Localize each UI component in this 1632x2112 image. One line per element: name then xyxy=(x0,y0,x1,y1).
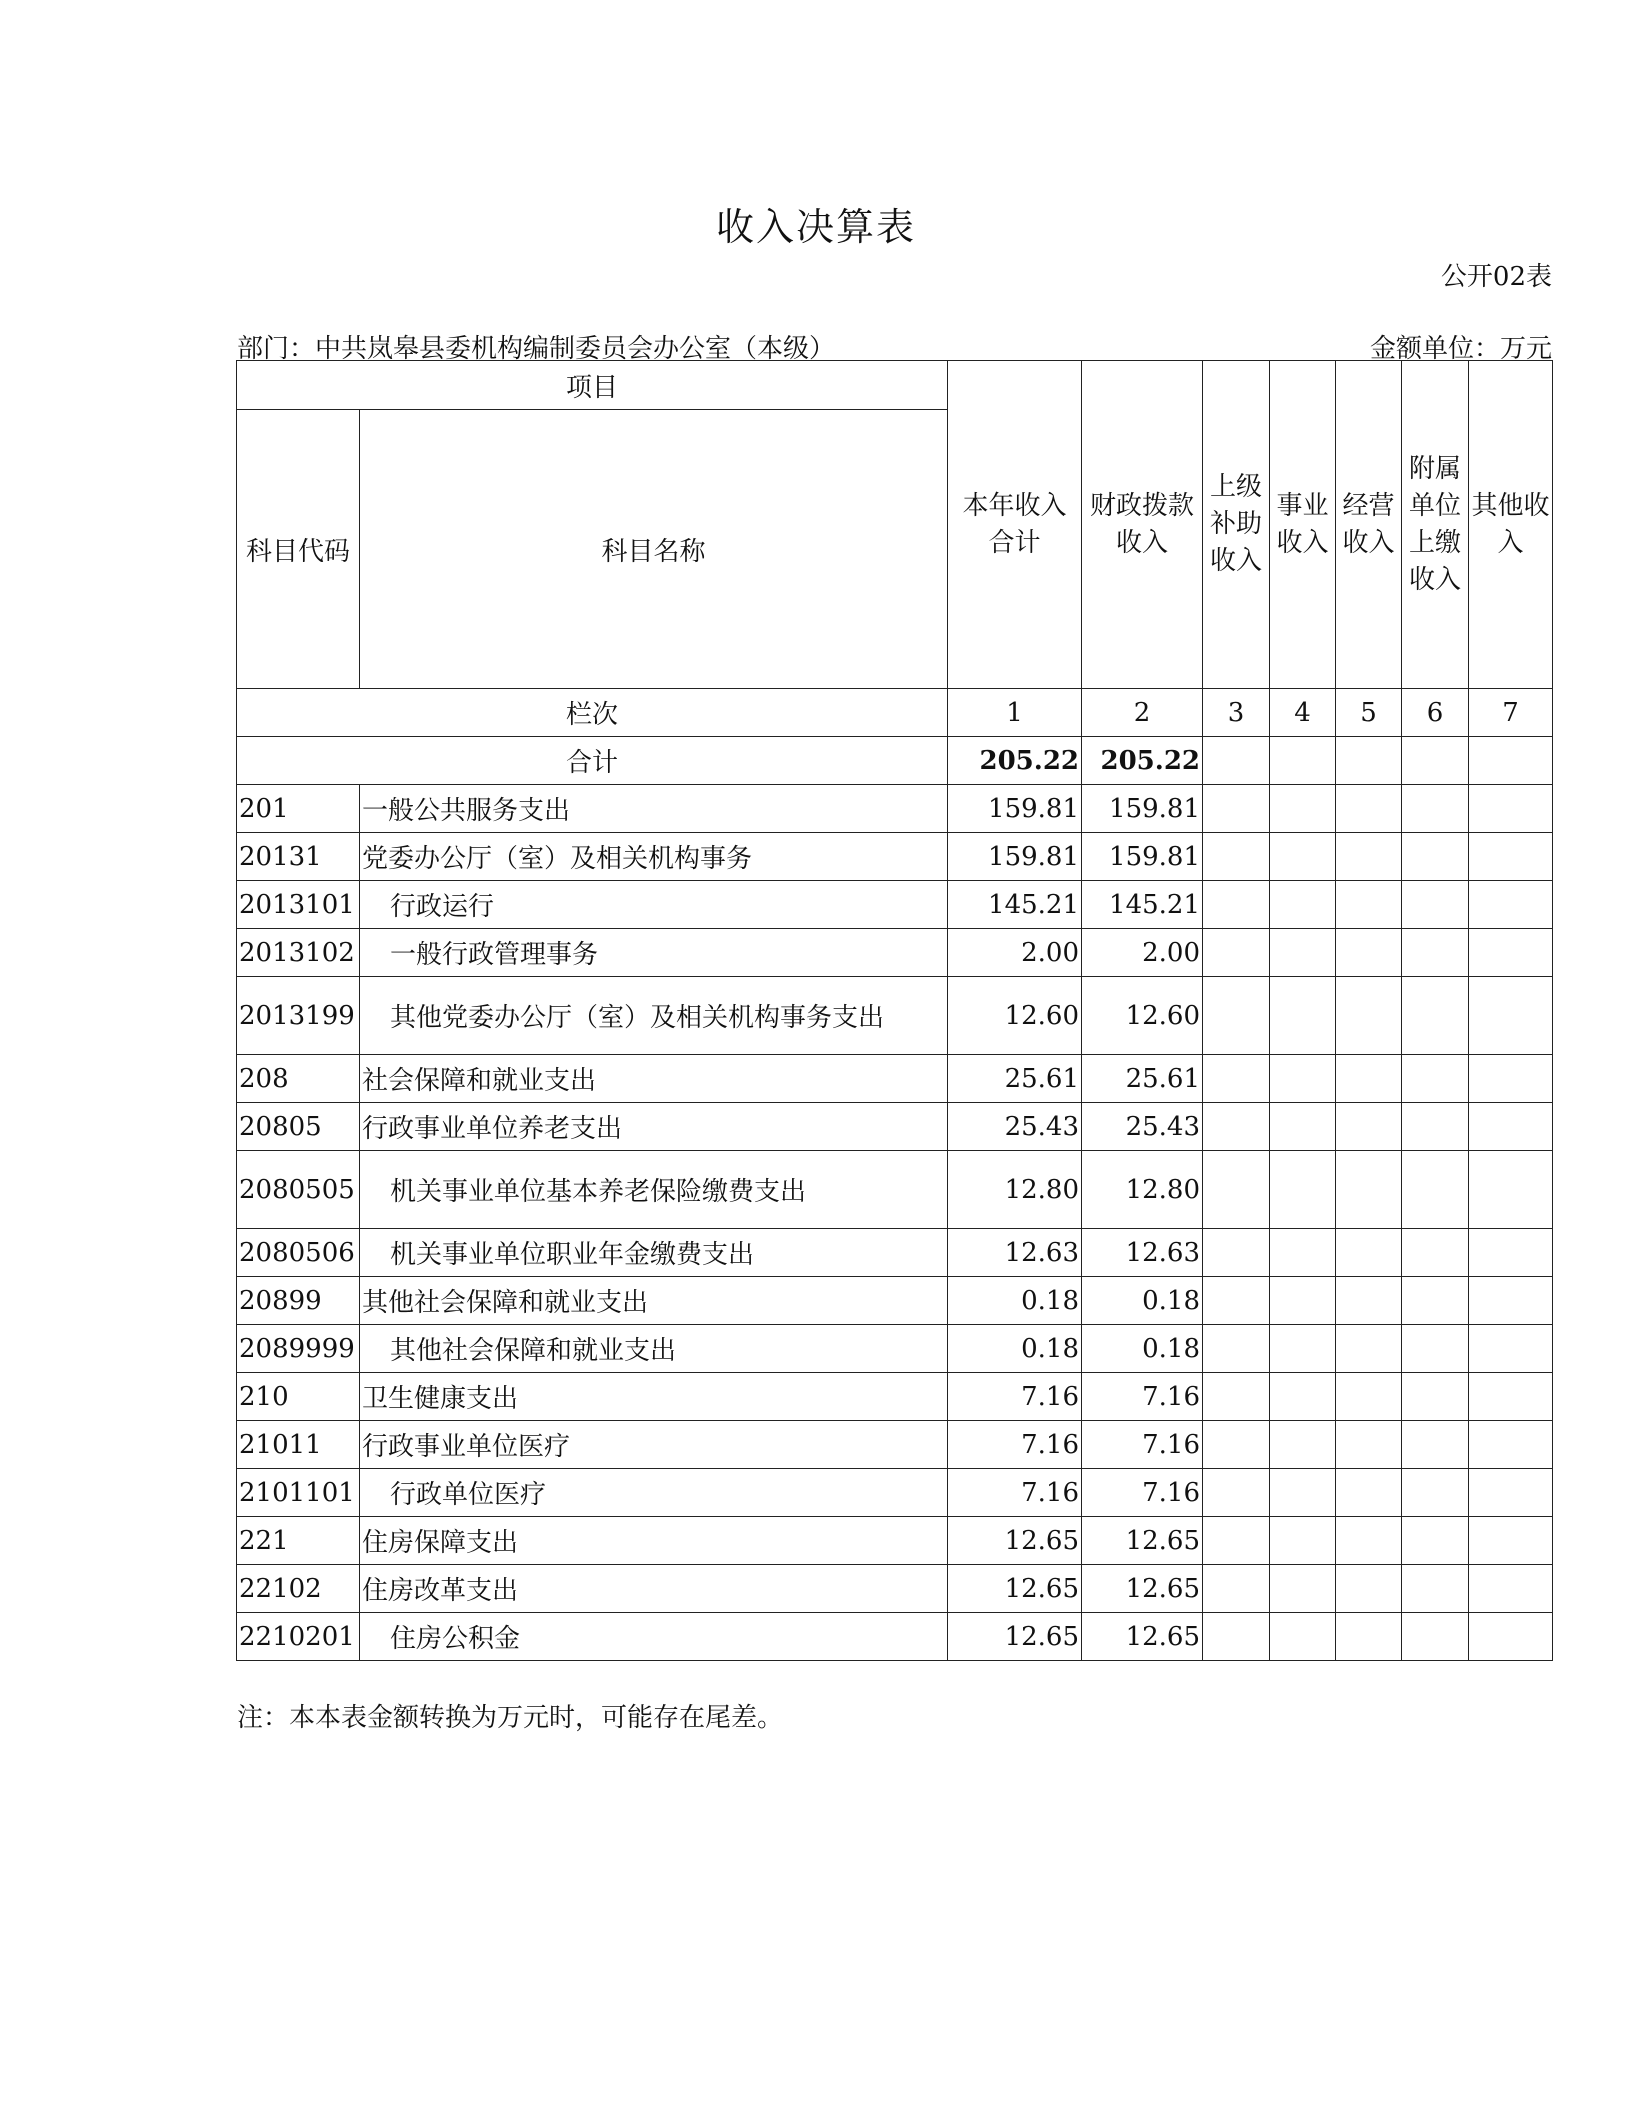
row-total-income: 12.65 xyxy=(948,1613,1082,1661)
row-other-income xyxy=(1469,1565,1553,1613)
row-other-income xyxy=(1469,833,1553,881)
table-row xyxy=(237,785,1553,833)
row-code: 2013102 xyxy=(237,929,360,977)
income-table xyxy=(236,360,1553,1661)
row-total-income: 7.16 xyxy=(948,1469,1082,1517)
header-project: 项目 xyxy=(237,361,948,410)
total-v2: 205.22 xyxy=(1082,737,1203,785)
header-affiliate-income: 附属单位上缴收入 xyxy=(1402,361,1469,689)
row-operating-income xyxy=(1336,1325,1402,1373)
row-affiliate-income xyxy=(1402,1151,1469,1229)
seq-3: 3 xyxy=(1203,689,1270,737)
row-name: 一般行政管理事务 xyxy=(360,929,948,977)
row-superior-subsidy xyxy=(1203,1325,1270,1373)
header-row-1 xyxy=(237,361,1553,410)
row-fiscal-allocation: 12.65 xyxy=(1082,1517,1203,1565)
row-name: 机关事业单位基本养老保险缴费支出 xyxy=(360,1151,948,1229)
seq-label: 栏次 xyxy=(237,689,948,737)
row-superior-subsidy xyxy=(1203,1229,1270,1277)
total-row xyxy=(237,737,1553,785)
row-superior-subsidy xyxy=(1203,881,1270,929)
header-fiscal-allocation: 财政拨款收入 xyxy=(1082,361,1203,689)
row-operating-income xyxy=(1336,929,1402,977)
row-total-income: 0.18 xyxy=(948,1325,1082,1373)
row-other-income xyxy=(1469,977,1553,1055)
row-operating-income xyxy=(1336,1229,1402,1277)
row-operating-income xyxy=(1336,1421,1402,1469)
row-business-income xyxy=(1270,1469,1336,1517)
row-business-income xyxy=(1270,1373,1336,1421)
row-other-income xyxy=(1469,1469,1553,1517)
row-business-income xyxy=(1270,785,1336,833)
seq-5: 5 xyxy=(1336,689,1402,737)
row-fiscal-allocation: 159.81 xyxy=(1082,785,1203,833)
row-name: 社会保障和就业支出 xyxy=(360,1055,948,1103)
header-superior-subsidy: 上级补助收入 xyxy=(1203,361,1270,689)
row-fiscal-allocation: 2.00 xyxy=(1082,929,1203,977)
table-row xyxy=(237,1055,1553,1103)
table-row xyxy=(237,1517,1553,1565)
row-superior-subsidy xyxy=(1203,929,1270,977)
table-row xyxy=(237,1469,1553,1517)
row-total-income: 159.81 xyxy=(948,785,1082,833)
table-row xyxy=(237,1613,1553,1661)
row-affiliate-income xyxy=(1402,1055,1469,1103)
row-fiscal-allocation: 12.63 xyxy=(1082,1229,1203,1277)
row-name: 行政运行 xyxy=(360,881,948,929)
seq-4: 4 xyxy=(1270,689,1336,737)
row-name: 行政单位医疗 xyxy=(360,1469,948,1517)
row-other-income xyxy=(1469,1421,1553,1469)
footnote: 注：本本表金额转换为万元时，可能存在尾差。 xyxy=(237,1703,784,1733)
header-code: 科目代码 xyxy=(237,410,360,689)
row-total-income: 12.65 xyxy=(948,1517,1082,1565)
row-fiscal-allocation: 25.43 xyxy=(1082,1103,1203,1151)
row-name: 卫生健康支出 xyxy=(360,1373,948,1421)
row-business-income xyxy=(1270,881,1336,929)
row-affiliate-income xyxy=(1402,1277,1469,1325)
row-business-income xyxy=(1270,1421,1336,1469)
row-total-income: 12.60 xyxy=(948,977,1082,1055)
row-superior-subsidy xyxy=(1203,977,1270,1055)
row-other-income xyxy=(1469,1325,1553,1373)
table-row xyxy=(237,881,1553,929)
row-name: 其他党委办公厅（室）及相关机构事务支出 xyxy=(360,977,948,1055)
row-superior-subsidy xyxy=(1203,1565,1270,1613)
row-other-income xyxy=(1469,1613,1553,1661)
row-affiliate-income xyxy=(1402,1469,1469,1517)
row-fiscal-allocation: 25.61 xyxy=(1082,1055,1203,1103)
table-row xyxy=(237,1151,1553,1229)
row-other-income xyxy=(1469,929,1553,977)
table-row xyxy=(237,1325,1553,1373)
row-affiliate-income xyxy=(1402,1373,1469,1421)
row-business-income xyxy=(1270,977,1336,1055)
table-row xyxy=(237,929,1553,977)
row-other-income xyxy=(1469,881,1553,929)
row-code: 20131 xyxy=(237,833,360,881)
row-affiliate-income xyxy=(1402,1229,1469,1277)
row-fiscal-allocation: 7.16 xyxy=(1082,1469,1203,1517)
seq-6: 6 xyxy=(1402,689,1469,737)
row-name: 党委办公厅（室）及相关机构事务 xyxy=(360,833,948,881)
table-row xyxy=(237,1229,1553,1277)
table-row xyxy=(237,833,1553,881)
row-fiscal-allocation: 0.18 xyxy=(1082,1277,1203,1325)
row-fiscal-allocation: 12.80 xyxy=(1082,1151,1203,1229)
row-affiliate-income xyxy=(1402,1103,1469,1151)
row-affiliate-income xyxy=(1402,1613,1469,1661)
row-superior-subsidy xyxy=(1203,1277,1270,1325)
row-operating-income xyxy=(1336,785,1402,833)
row-operating-income xyxy=(1336,1277,1402,1325)
total-v1: 205.22 xyxy=(948,737,1082,785)
row-code: 221 xyxy=(237,1517,360,1565)
row-business-income xyxy=(1270,1613,1336,1661)
row-superior-subsidy xyxy=(1203,1517,1270,1565)
table-row xyxy=(237,1103,1553,1151)
row-code: 208 xyxy=(237,1055,360,1103)
row-affiliate-income xyxy=(1402,833,1469,881)
row-business-income xyxy=(1270,833,1336,881)
row-operating-income xyxy=(1336,977,1402,1055)
row-total-income: 12.80 xyxy=(948,1151,1082,1229)
row-code: 21011 xyxy=(237,1421,360,1469)
row-superior-subsidy xyxy=(1203,785,1270,833)
data-rows xyxy=(237,785,1553,1661)
row-superior-subsidy xyxy=(1203,1055,1270,1103)
row-fiscal-allocation: 12.65 xyxy=(1082,1565,1203,1613)
row-code: 20899 xyxy=(237,1277,360,1325)
row-business-income xyxy=(1270,1277,1336,1325)
row-affiliate-income xyxy=(1402,1517,1469,1565)
header-other-income: 其他收入 xyxy=(1469,361,1553,689)
row-total-income: 12.63 xyxy=(948,1229,1082,1277)
row-name: 行政事业单位养老支出 xyxy=(360,1103,948,1151)
row-name: 住房保障支出 xyxy=(360,1517,948,1565)
row-name: 住房改革支出 xyxy=(360,1565,948,1613)
row-affiliate-income xyxy=(1402,1325,1469,1373)
row-name: 其他社会保障和就业支出 xyxy=(360,1325,948,1373)
row-other-income xyxy=(1469,1103,1553,1151)
row-name: 机关事业单位职业年金缴费支出 xyxy=(360,1229,948,1277)
row-fiscal-allocation: 159.81 xyxy=(1082,833,1203,881)
department-label: 部门：中共岚皋县委机构编制委员会办公室（本级） xyxy=(237,334,836,364)
row-name: 住房公积金 xyxy=(360,1613,948,1661)
row-code: 2101101 xyxy=(237,1469,360,1517)
seq-7: 7 xyxy=(1469,689,1553,737)
row-total-income: 7.16 xyxy=(948,1373,1082,1421)
row-other-income xyxy=(1469,1277,1553,1325)
header-business-income: 事业收入 xyxy=(1270,361,1336,689)
row-affiliate-income xyxy=(1402,785,1469,833)
row-operating-income xyxy=(1336,1565,1402,1613)
seq-row xyxy=(237,689,1553,737)
row-affiliate-income xyxy=(1402,929,1469,977)
row-code: 2013199 xyxy=(237,977,360,1055)
row-total-income: 0.18 xyxy=(948,1277,1082,1325)
row-affiliate-income xyxy=(1402,1421,1469,1469)
row-operating-income xyxy=(1336,1373,1402,1421)
row-business-income xyxy=(1270,929,1336,977)
row-fiscal-allocation: 145.21 xyxy=(1082,881,1203,929)
row-affiliate-income xyxy=(1402,881,1469,929)
row-fiscal-allocation: 12.60 xyxy=(1082,977,1203,1055)
row-total-income: 7.16 xyxy=(948,1421,1082,1469)
row-total-income: 25.43 xyxy=(948,1103,1082,1151)
row-business-income xyxy=(1270,1103,1336,1151)
page-title: 收入决算表 xyxy=(715,205,916,249)
row-business-income xyxy=(1270,1151,1336,1229)
row-operating-income xyxy=(1336,1517,1402,1565)
row-code: 20805 xyxy=(237,1103,360,1151)
row-total-income: 2.00 xyxy=(948,929,1082,977)
row-business-income xyxy=(1270,1325,1336,1373)
row-fiscal-allocation: 7.16 xyxy=(1082,1421,1203,1469)
row-business-income xyxy=(1270,1565,1336,1613)
row-superior-subsidy xyxy=(1203,1373,1270,1421)
row-operating-income xyxy=(1336,1103,1402,1151)
row-other-income xyxy=(1469,1151,1553,1229)
row-superior-subsidy xyxy=(1203,1469,1270,1517)
row-code: 2210201 xyxy=(237,1613,360,1661)
table-row xyxy=(237,1373,1553,1421)
row-superior-subsidy xyxy=(1203,1421,1270,1469)
row-total-income: 25.61 xyxy=(948,1055,1082,1103)
row-code: 2080506 xyxy=(237,1229,360,1277)
row-other-income xyxy=(1469,1517,1553,1565)
row-business-income xyxy=(1270,1517,1336,1565)
header-name: 科目名称 xyxy=(360,410,948,689)
row-fiscal-allocation: 0.18 xyxy=(1082,1325,1203,1373)
row-name: 行政事业单位医疗 xyxy=(360,1421,948,1469)
table-row xyxy=(237,977,1553,1055)
unit-label: 金额单位：万元 xyxy=(1369,334,1552,364)
row-name: 其他社会保障和就业支出 xyxy=(360,1277,948,1325)
row-name: 一般公共服务支出 xyxy=(360,785,948,833)
row-operating-income xyxy=(1336,1151,1402,1229)
row-operating-income xyxy=(1336,881,1402,929)
row-code: 210 xyxy=(237,1373,360,1421)
row-code: 2013101 xyxy=(237,881,360,929)
table-row xyxy=(237,1277,1553,1325)
row-affiliate-income xyxy=(1402,1565,1469,1613)
row-business-income xyxy=(1270,1055,1336,1103)
seq-2: 2 xyxy=(1082,689,1203,737)
row-other-income xyxy=(1469,1055,1553,1103)
row-superior-subsidy xyxy=(1203,1151,1270,1229)
header-total-income: 本年收入合计 xyxy=(948,361,1082,689)
row-total-income: 159.81 xyxy=(948,833,1082,881)
row-operating-income xyxy=(1336,1613,1402,1661)
row-fiscal-allocation: 12.65 xyxy=(1082,1613,1203,1661)
row-fiscal-allocation: 7.16 xyxy=(1082,1373,1203,1421)
seq-1: 1 xyxy=(948,689,1082,737)
row-operating-income xyxy=(1336,1469,1402,1517)
header-operating-income: 经营收入 xyxy=(1336,361,1402,689)
total-label: 合计 xyxy=(237,737,948,785)
row-code: 2080505 xyxy=(237,1151,360,1229)
table-row xyxy=(237,1421,1553,1469)
row-other-income xyxy=(1469,1373,1553,1421)
row-superior-subsidy xyxy=(1203,1103,1270,1151)
form-number: 公开02表 xyxy=(1440,262,1552,292)
row-code: 2089999 xyxy=(237,1325,360,1373)
row-other-income xyxy=(1469,1229,1553,1277)
row-superior-subsidy xyxy=(1203,1613,1270,1661)
row-total-income: 145.21 xyxy=(948,881,1082,929)
row-code: 201 xyxy=(237,785,360,833)
table-row xyxy=(237,1565,1553,1613)
row-total-income: 12.65 xyxy=(948,1565,1082,1613)
row-operating-income xyxy=(1336,1055,1402,1103)
row-code: 22102 xyxy=(237,1565,360,1613)
row-superior-subsidy xyxy=(1203,833,1270,881)
row-affiliate-income xyxy=(1402,977,1469,1055)
row-other-income xyxy=(1469,785,1553,833)
row-operating-income xyxy=(1336,833,1402,881)
row-business-income xyxy=(1270,1229,1336,1277)
